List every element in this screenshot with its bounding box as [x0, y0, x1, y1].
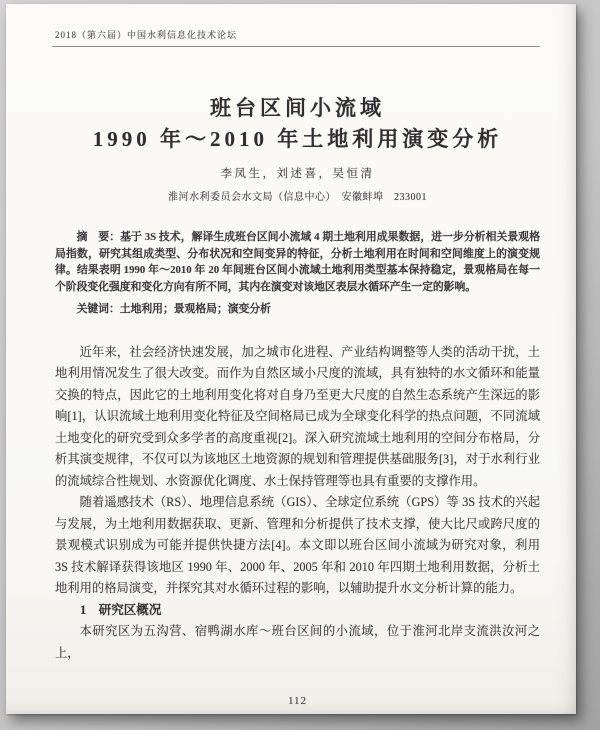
paper-title-line2: 1990 年～2010 年土地利用演变分析 — [92, 127, 503, 151]
paper-title — [55, 93, 540, 155]
keywords — [55, 301, 540, 318]
header-divider — [52, 46, 540, 47]
affiliation: 淮河水利委员会水文局（信息中心） 安徽蚌埠 233001 — [168, 192, 427, 203]
body-paragraph-3: 本研究区为五沟营、宿鸭湖水库～班台区间的小流域，位于淮河北岸支流洪汝河之上， — [55, 624, 540, 660]
section-1-heading: 1 研究区概况 — [80, 602, 162, 617]
paper-title-line1: 班台区间小流域 — [210, 96, 385, 120]
body-paragraph-2: 随着遥感技术（RS）、地理信息系统（GIS）、全球定位系统（GPS）等 3S 技术的兴起与发展，为土地利用数据获取、更新、管理和分析提供了技术支撑，使大比尺或跨尺度的景观模式识别成为可能并提供快捷方法[4]。本文即以班台区间小流域为研究对象，利用 3S 技术解译获得该地区 1990 年、2000 年、2005 年和 2010 年四期土地利用数据，分析土地利用的格局演变，并探究其对水循环过程的影响，以辅助提升水文分析计算的能力。 — [55, 495, 540, 595]
abstract — [55, 229, 540, 295]
scanned-page — [6, 4, 576, 714]
body-paragraph-1: 近年来，社会经济快速发展，加之城市化进程、产业结构调整等人类的活动干扰，土地利用情况发生了很大改变。而作为自然区域小尺度的流域，具有独特的水文循环和能量交换的特点，因此它的土地利用变化将对自身乃至更大尺度的自然生态系统产生深远的影响[1]，认识流域土地利用变化特征及空间格局已成为全球变化科学的热点问题，不同流域土地变化的研究受到众多学者的高度重视[2]。深入研究流域土地利用的空间分布格局，分析其演变规律，不仅可以为该地区土地资源的规划和管理提供基础服务[3]，对于水利行业的流域综合性规划、水资源优化调度、水土保持管理等也具有重要的支撑作用。 — [55, 344, 540, 488]
keywords-text: 土地利用；景观格局；演变分析 — [119, 303, 271, 315]
abstract-label: 摘 要： — [76, 231, 121, 243]
authors: 李凤生，刘述喜，吴恒清 — [220, 168, 375, 180]
conference-header: 2018（第六届）中国水利信息化技术论坛 — [55, 30, 238, 40]
keywords-label: 关键词： — [76, 303, 120, 315]
abstract-text: 基于 3S 技术，解译生成班台区间小流域 4 期土地利用成果数据，进一步分析相关景观格局指数，研究其组成类型、分布状况和空间变异的特征，分析土地利用在时间和空间维度上的演变规律。结果表明 1990 年～2010 年 20 年间班台区间小流域土地利用类型基本保持稳定，景观格局在每一个阶段变化强度和变化方向有所不同，其内在演变对该地区表层水循环产生一定的影响。 — [55, 231, 540, 293]
page-number: 112 — [287, 695, 308, 707]
